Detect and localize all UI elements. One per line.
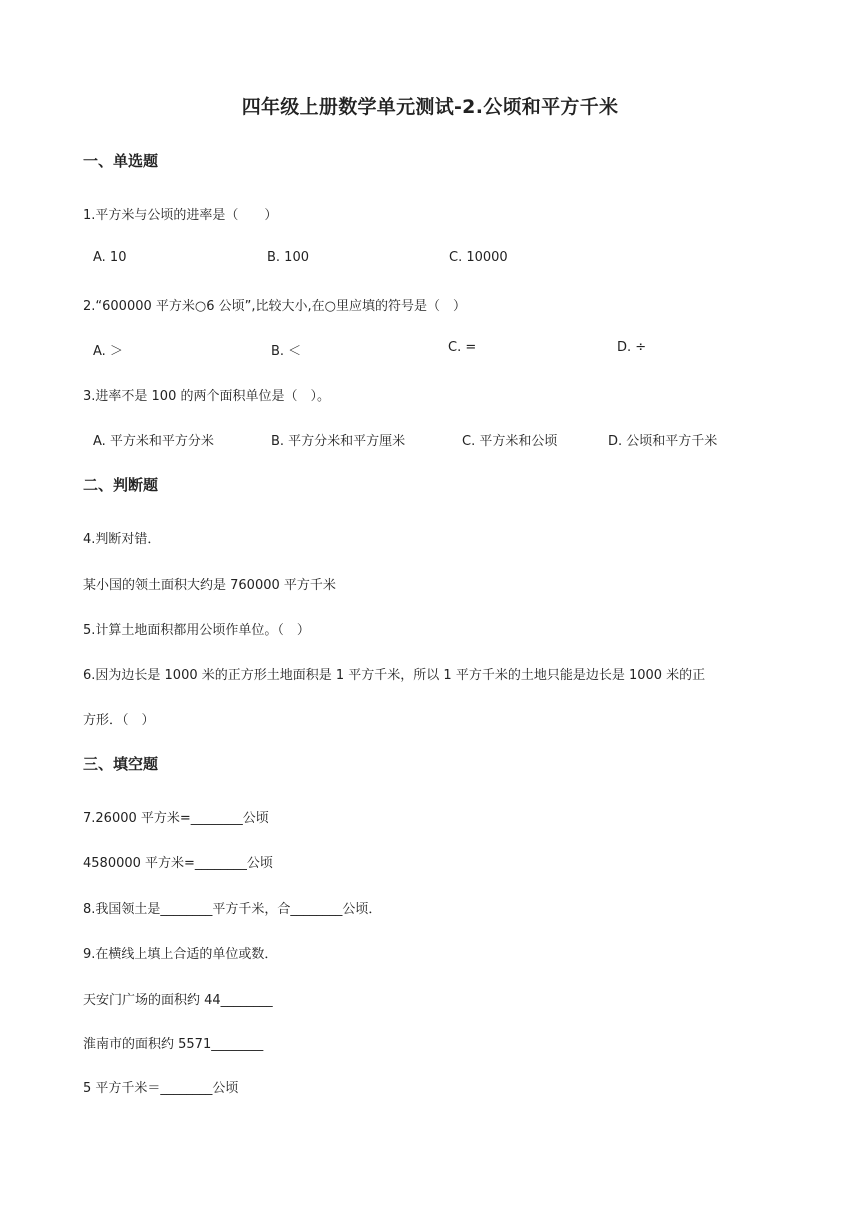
question-2: 2.“600000 平方米○6 公顷”,比较大小,在○里应填的符号是（ ） [83,299,466,314]
question-5: 5.计算土地面积都用公顷作单位。（ ） [83,623,310,638]
q1-option-c: C. 10000 [449,250,508,265]
question-7-part-2: 4580000 平方米=________公顷 [83,856,273,871]
q3-option-b: B. 平方分米和平方厘米 [271,434,406,449]
q3-option-c: C. 平方米和公顷 [462,434,558,449]
section-heading-true-false: 二、判断题 [83,476,159,494]
question-1: 1.平方米与公顷的进率是（ ） [83,208,278,223]
question-6: 6.因为边长是 1000 米的正方形土地面积是 1 平方千米，所以 1 平方千米的土地只能是边长是 1000 米的正 [83,668,706,683]
q2-option-a: A. ＞ [93,344,123,359]
question-8: 8.我国领土是________平方千米，合________公顷． [83,902,382,917]
question-4-statement: 某小国的领土面积大约是 760000 平方千米 [83,578,336,593]
section-heading-fill-blank: 三、填空题 [83,755,159,773]
question-9-line-2: 淮南市的面积约 5571________ [83,1037,264,1052]
q1-option-b: B. 100 [267,250,309,265]
section-heading-single-choice: 一、单选题 [83,152,159,170]
question-9-line-1: 天安门广场的面积约 44________ [83,993,273,1008]
question-3: 3.进率不是 100 的两个面积单位是（ ）。 [83,389,330,404]
q2-option-d: D. ÷ [617,340,647,355]
question-7: 7.26000 平方米=________公顷 [83,811,269,826]
q2-option-b: B. ＜ [271,344,302,359]
question-6-continuation: 方形．（ ） [83,713,155,728]
q2-option-c: C. = [448,340,477,355]
question-4: 4.判断对错． [83,532,161,547]
page-title: 四年级上册数学单元测试-2.公顷和平方千米 [241,96,619,118]
q3-option-d: D. 公顷和平方千米 [608,434,718,449]
q3-option-a: A. 平方米和平方分米 [93,434,214,449]
question-9-line-3: 5 平方千米＝________公顷 [83,1081,239,1096]
question-9: 9.在横线上填上合适的单位或数． [83,947,278,962]
q1-option-a: A. 10 [93,250,127,265]
